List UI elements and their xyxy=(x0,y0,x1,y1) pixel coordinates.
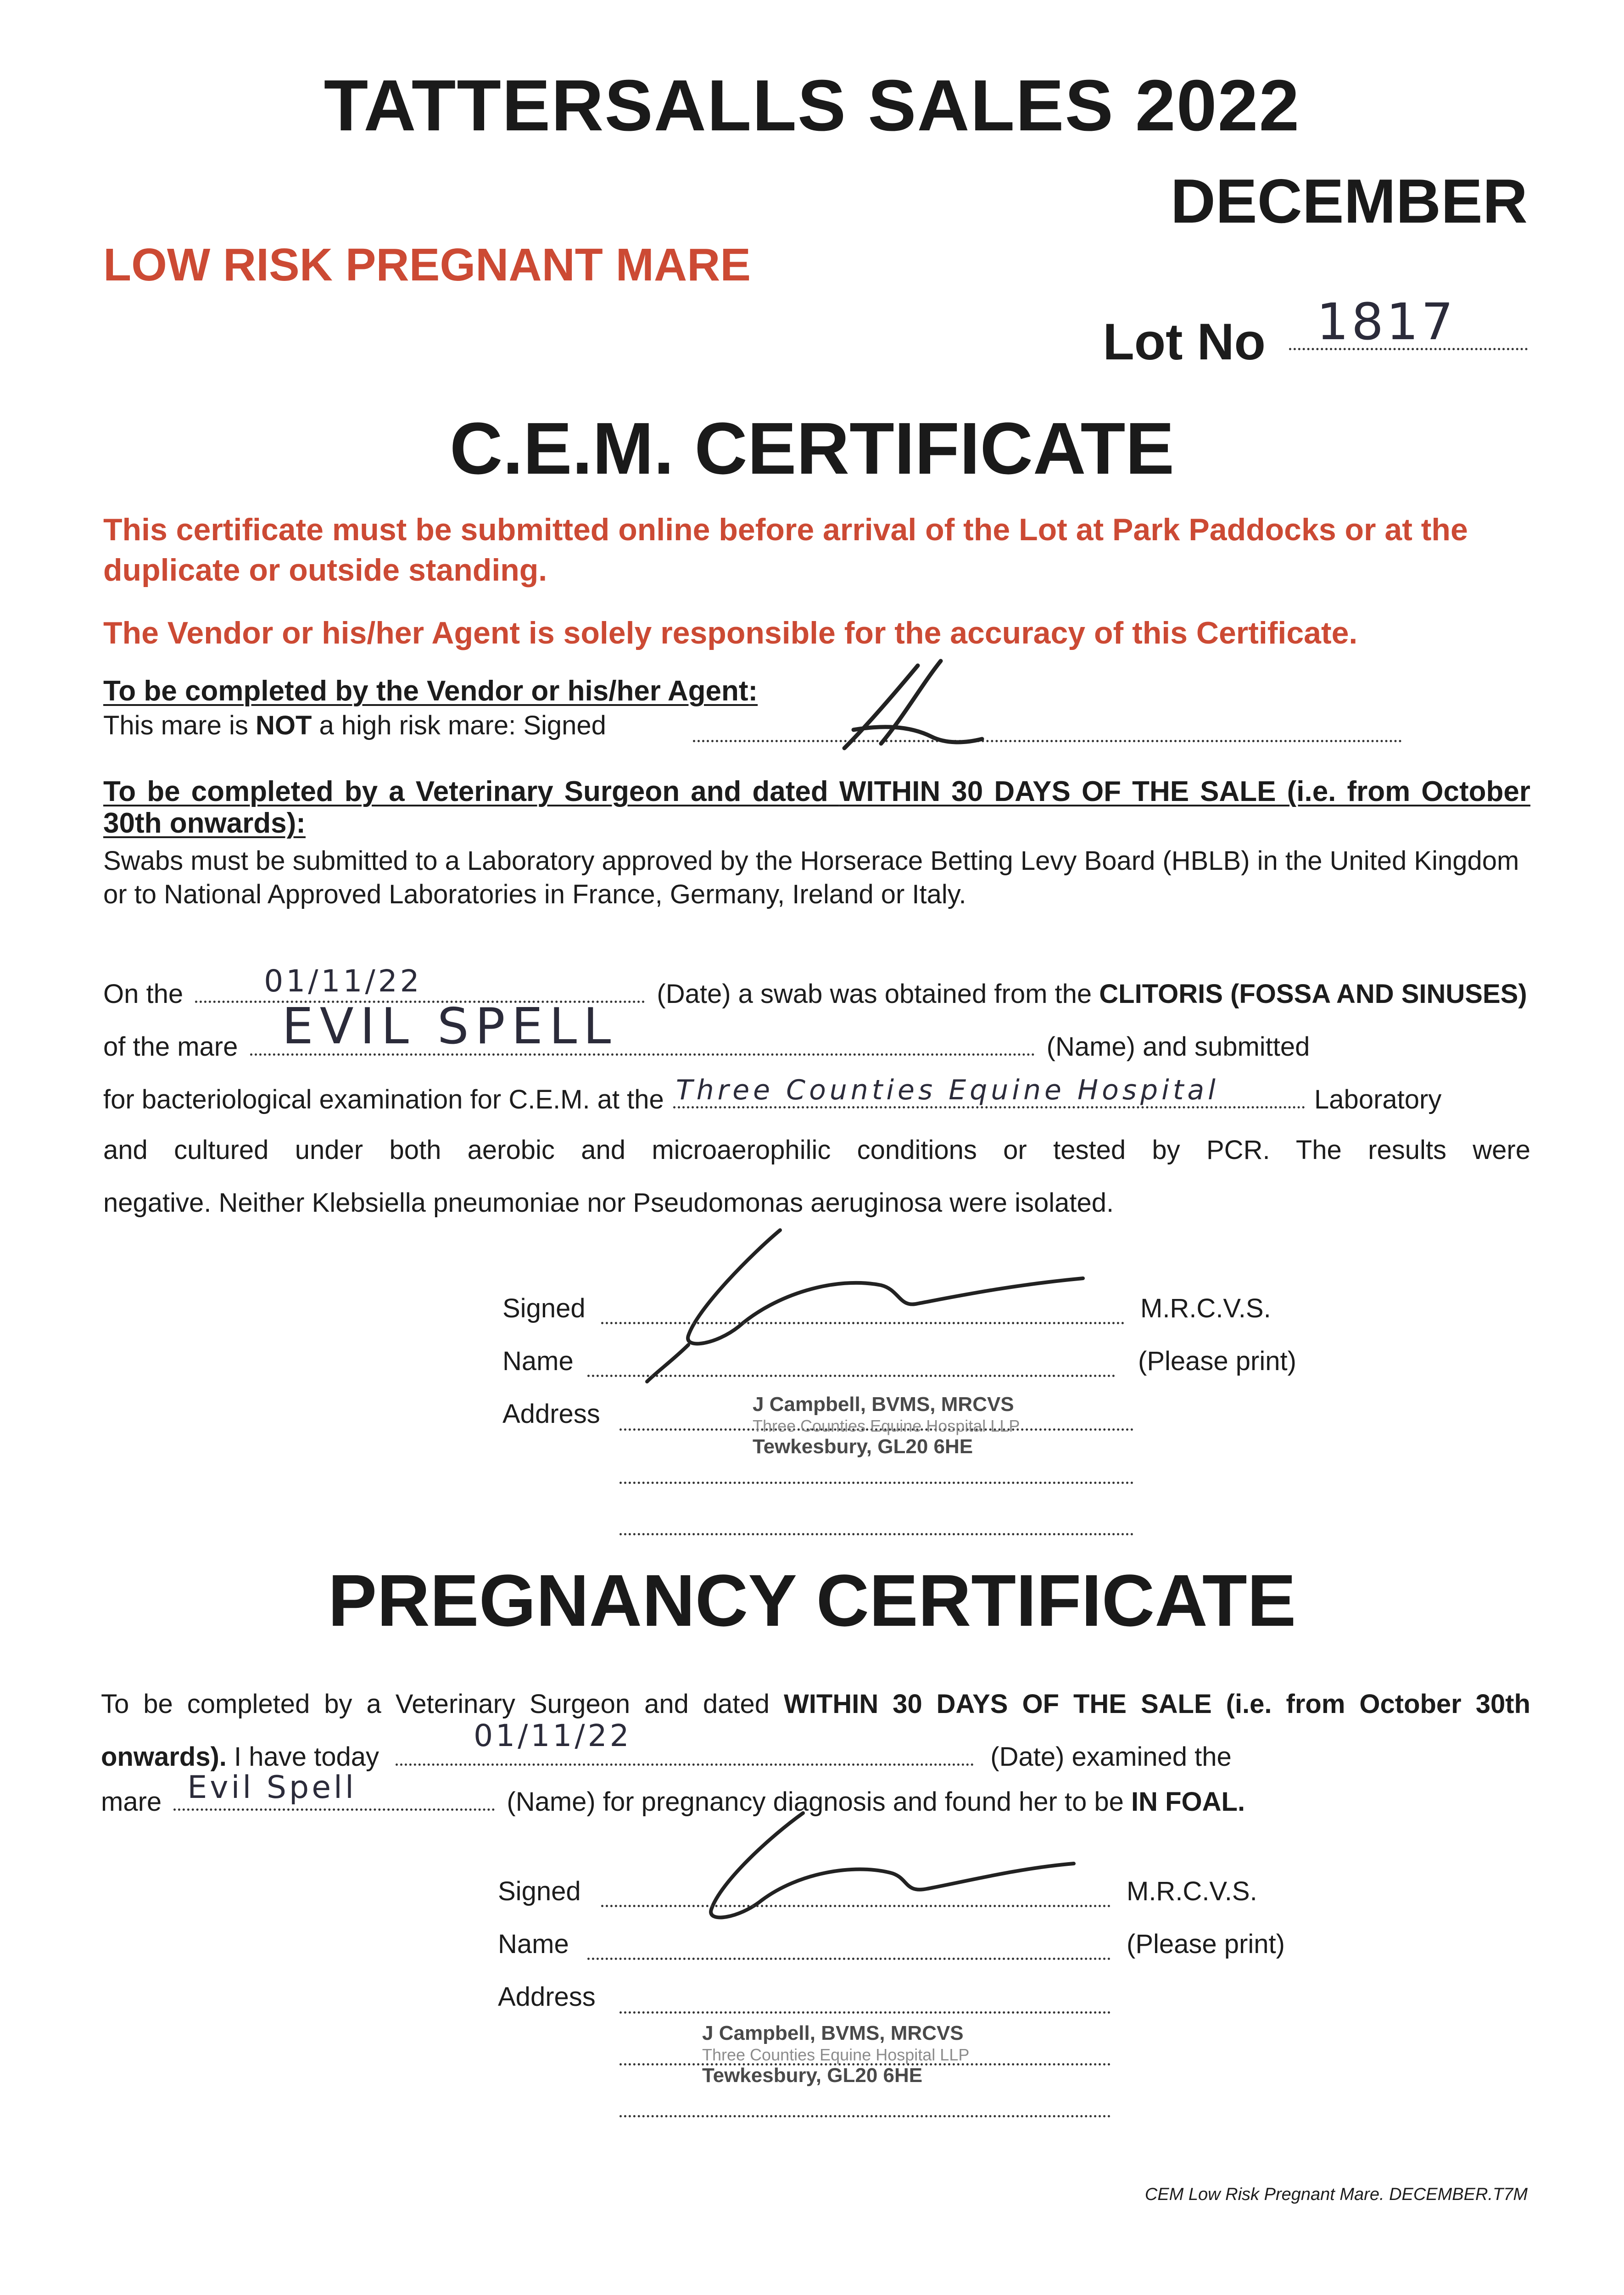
pregnancy-vet-signature xyxy=(652,1808,1092,1946)
pregnancy-mare-name: Evil Spell xyxy=(187,1769,357,1806)
submission-notice: This certificate must be submitted online before arrival of the Lot at Park Paddocks or at the duplicate or outside standing. xyxy=(103,512,1468,588)
vet-heading: To be completed by a Veterinary Surgeon and dated WITHIN 30 DAYS OF THE SALE (i.e. from October 30th onwards): xyxy=(103,776,1531,840)
pregnancy-please-print: (Please print) xyxy=(1127,1929,1285,1959)
vendor-heading: To be completed by the Vendor or his/her Agent: xyxy=(103,675,758,707)
cem-address-label: Address xyxy=(502,1399,600,1429)
pregnancy-date: 01/11/22 xyxy=(474,1718,632,1753)
pregnancy-name-label: Name xyxy=(498,1929,569,1959)
vendor-signature xyxy=(826,656,991,757)
cem-title: C.E.M. CERTIFICATE xyxy=(449,407,1175,489)
cem-vet-stamp: J Campbell, BVMS, MRCVS Three Counties Equine Hospital LLP Tewkesbury, GL20 6HE xyxy=(753,1393,1020,1458)
pregnancy-mrcvs: M.R.C.V.S. xyxy=(1127,1876,1257,1906)
pregnancy-name-line xyxy=(587,1958,1111,1960)
pregnancy-line-3: mare Evil Spell (Name) for pregnancy diagnosis and found her to be IN FOAL. xyxy=(101,1783,1245,1819)
cem-please-print: (Please print) xyxy=(1138,1346,1296,1376)
swab-site: CLITORIS (FOSSA AND SINUSES) xyxy=(1099,979,1527,1009)
cem-line-1: On the 01/11/22 (Date) a swab was obtained from the CLITORIS (FOSSA AND SINUSES) xyxy=(103,963,1527,1009)
pregnancy-signed-line xyxy=(601,1905,1111,1907)
vendor-signature-line xyxy=(693,740,1402,742)
risk-category: LOW RISK PREGNANT MARE xyxy=(103,239,751,291)
footer-reference: CEM Low Risk Pregnant Mare. DECEMBER.T7M xyxy=(1144,2185,1528,2204)
lot-number xyxy=(1103,292,1528,371)
cem-mare-name: EVIL SPELL xyxy=(282,998,618,1055)
pregnancy-paragraph: To be completed by a Veterinary Surgeon and dated WITHIN 30 DAYS OF THE SALE (i.e. from October 30th onwards). I have today 01/11/22 (Date) examined the xyxy=(101,1689,1530,1772)
cem-line-3: for bacteriological examination for C.E.M. at the Three Counties Equine Hospital Laboratory xyxy=(103,1074,1442,1114)
cem-mrcvs: M.R.C.V.S. xyxy=(1140,1293,1271,1323)
cem-address-line-3 xyxy=(619,1533,1133,1535)
pregnancy-result: IN FOAL. xyxy=(1131,1787,1245,1817)
pregnancy-address-line-1 xyxy=(619,2011,1111,2014)
laboratory-name: Three Counties Equine Hospital xyxy=(675,1074,1219,1106)
page-title: TATTERSALLS SALES 2022 xyxy=(324,65,1300,146)
cem-address-line-2 xyxy=(619,1482,1133,1484)
swab-instructions: Swabs must be submitted to a Laboratory approved by the Horserace Betting Levy Board (HBLB) in the United Kingdom or to National Approved Laboratories in France, Germany, Ireland or Italy. xyxy=(103,846,1519,909)
responsibility-notice: The Vendor or his/her Agent is solely responsible for the accuracy of this Certificate. xyxy=(103,616,1358,650)
lot-label: Lot No xyxy=(1103,313,1266,370)
pregnancy-address-label: Address xyxy=(498,1982,596,2012)
sale-month: DECEMBER xyxy=(1170,166,1528,236)
cem-signed-line xyxy=(601,1322,1124,1324)
cem-line-2: of the mare EVIL SPELL (Name) and submitted xyxy=(103,1028,1310,1064)
pregnancy-signed-label: Signed xyxy=(498,1876,581,1906)
cem-signed-row: Signed xyxy=(502,1293,586,1323)
cem-name-line xyxy=(587,1375,1115,1377)
cem-line-5: negative. Neither Klebsiella pneumoniae nor Pseudomonas aeruginosa were isolated. xyxy=(103,1188,1114,1218)
cem-vet-signature xyxy=(642,1212,1101,1386)
pregnancy-vet-stamp: J Campbell, BVMS, MRCVS Three Counties Equine Hospital LLP Tewkesbury, GL20 6HE xyxy=(702,2022,970,2087)
pregnancy-title: PREGNANCY CERTIFICATE xyxy=(328,1559,1296,1641)
lot-value: 1817 xyxy=(1317,292,1456,351)
vendor-statement: This mare is NOT a high risk mare: Signed xyxy=(103,711,606,740)
swab-date: 01/11/22 xyxy=(264,963,422,999)
pregnancy-address-line-3 xyxy=(619,2115,1111,2117)
cem-line-4: and cultured under both aerobic and microaerophilic conditions or tested by PCR. The results were xyxy=(103,1135,1530,1165)
cem-name-label: Name xyxy=(502,1346,574,1376)
